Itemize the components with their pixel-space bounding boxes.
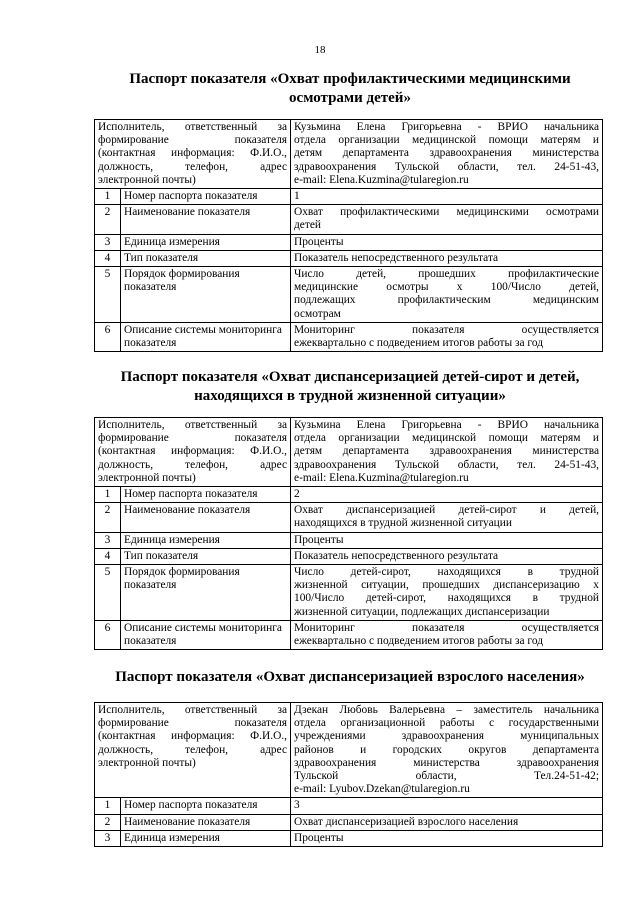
table-row [95,234,603,250]
executor-value [291,120,603,189]
row-number: 4 [95,250,121,266]
table-row [95,548,603,564]
text-line: формирование показателя [98,717,288,730]
text-line: Тульской области, Тел.24-51-42; [294,770,600,783]
row-value [291,532,603,548]
row-value [291,798,603,814]
row-value [291,503,603,532]
table-row [95,830,603,846]
text-line: 100/Число детей-сирот, находящихся в трудной [294,592,600,605]
row-number: 6 [95,620,121,649]
text-line: находящихся в трудной жизненной ситуации [294,517,512,530]
text-line: 2 [294,488,300,501]
table-row [95,798,603,814]
row-value [291,322,603,351]
row-value [291,234,603,250]
row-number: 2 [95,205,121,234]
row-number: 6 [95,322,121,351]
text-line: здравоохранения Тульской области, тел. 24-51-43, [294,458,600,471]
row-label: Номер паспорта показателя [121,798,291,814]
row-number: 3 [95,830,121,846]
page-number: 18 [314,44,326,56]
text-line: Охват профилактическими медицинскими осмотрами [294,206,600,219]
text-line: e-mail: Elena.Kuzmina@tularegion.ru [294,173,469,186]
table-row [95,250,603,266]
row-number: 3 [95,532,121,548]
text-line: осмотрам [294,307,341,320]
row-label: Порядок формирования показателя [121,267,291,323]
row-value [291,487,603,503]
row-label: Описание системы мониторинга показателя [121,322,291,351]
text-line: жизненной ситуации, прошедших диспансеризацию х [294,579,600,592]
executor-label [95,703,291,798]
text-line: подлежащих профилактическим медицинским [294,294,600,307]
text-line: Мониторинг показателя осуществляется [294,323,600,336]
text-line: (контактная информация: Ф.И.О., [98,445,288,458]
executor-row [95,418,603,487]
row-number: 2 [95,503,121,532]
text-line: (контактная информация: Ф.И.О., [98,147,288,160]
text-line: e-mail: Elena.Kuzmina@tularegion.ru [294,471,469,484]
text-line: отдела организационной работы с государственными [294,717,600,730]
row-label: Наименование показателя [121,814,291,830]
row-value [291,620,603,649]
row-label: Номер паспорта показателя [121,189,291,205]
row-label: Единица измерения [121,830,291,846]
row-number: 5 [95,267,121,323]
text-line: Охват диспансеризацией детей-сирот и детей, [294,504,600,517]
executor-value [291,418,603,487]
text-line: 3 [294,799,300,812]
row-label: Единица измерения [121,532,291,548]
text-line: должность, телефон, адрес [98,160,288,173]
row-label: Наименование показателя [121,205,291,234]
text-line: ежеквартально с подведением итогов работы за год [294,337,543,350]
text-line: здравоохранения Тульской области, тел. 24-51-43, [294,160,600,173]
row-label: Описание системы мониторинга показателя [121,620,291,649]
text-line: формирование показателя [98,432,288,445]
text-line: Проценты [294,533,344,546]
row-value [291,205,603,234]
row-label: Единица измерения [121,234,291,250]
row-number: 4 [95,548,121,564]
text-line: районов и городских округов департамента [294,743,600,756]
text-line: Число детей-сирот, находящихся в трудной [294,566,600,579]
table-row [95,322,603,351]
executor-label [95,120,291,189]
executor-row [95,703,603,798]
table-row [95,620,603,649]
row-value [291,565,603,621]
executor-value [291,703,603,798]
row-number: 1 [95,189,121,205]
text-line: жизненной ситуации, подлежащих диспансеризации [294,605,550,618]
table-row [95,814,603,830]
row-label: Номер паспорта показателя [121,487,291,503]
row-value [291,189,603,205]
executor-row [95,120,603,189]
table-row [95,532,603,548]
passport-1-table [94,119,603,352]
passport-3-title: Паспорт показателя «Охват диспансеризацией взрослого населения» [115,669,585,685]
row-number: 1 [95,798,121,814]
text-line: Показатель непосредственного результата [294,251,499,264]
table-row [95,565,603,621]
passport-1-title: Паспорт показателя «Охват профилактическими медицинскими осмотрами детей» [129,71,571,106]
table-row [95,487,603,503]
text-line: детей [294,219,321,232]
text-line: медицинские осмотры х 100/Число детей, [294,281,600,294]
passport-2-title: Паспорт показателя «Охват диспансеризацией детей-сирот и детей, находящихся в трудной жизненной ситуации» [120,369,580,404]
text-line: формирование показателя [98,134,288,147]
text-line: Исполнитель, ответственный за [98,419,288,431]
text-line: электронной почты) [98,471,196,484]
text-line: отдела организации медицинской помощи матерям и [294,432,600,445]
row-label: Порядок формирования показателя [121,565,291,621]
text-line: Охват диспансеризацией взрослого населения [294,815,519,828]
text-line: электронной почты) [98,173,196,186]
row-number: 2 [95,814,121,830]
row-number: 5 [95,565,121,621]
table-row [95,267,603,323]
passport-3-table [94,702,603,847]
row-value [291,548,603,564]
text-line: Исполнитель, ответственный за [98,121,288,133]
row-number: 1 [95,487,121,503]
text-line: e-mail: Lyubov.Dzekan@tularegion.ru [294,783,470,796]
row-value [291,250,603,266]
text-line: Проценты [294,235,344,248]
text-line: Кузьмина Елена Григорьевна - ВРИО начальника [294,121,600,133]
text-line: Число детей, прошедших профилактические [294,268,600,281]
text-line: Проценты [294,831,344,844]
text-line: детям департамента здравоохранения министерства [294,445,600,458]
row-value [291,830,603,846]
text-line: (контактная информация: Ф.И.О., [98,730,288,743]
text-line: Мониторинг показателя осуществляется [294,621,600,634]
row-label: Тип показателя [121,548,291,564]
table-row [95,189,603,205]
text-line: должность, телефон, адрес [98,458,288,471]
text-line: Показатель непосредственного результата [294,549,499,562]
passport-2-table [94,417,603,650]
text-line: 1 [294,190,300,203]
text-line: учреждениями здравоохранения муниципальных [294,730,600,743]
text-line: ежеквартально с подведением итогов работы за год [294,635,543,648]
table-row [95,503,603,532]
text-line: должность, телефон, адрес [98,743,288,756]
row-value [291,814,603,830]
text-line: здравоохранения министерства здравоохранения [294,756,600,769]
row-number: 3 [95,234,121,250]
text-line: Исполнитель, ответственный за [98,704,288,716]
text-line: Кузьмина Елена Григорьевна - ВРИО начальника [294,419,600,431]
row-value [291,267,603,323]
executor-label [95,418,291,487]
text-line: электронной почты) [98,756,196,769]
text-line: детям департамента здравоохранения министерства [294,147,600,160]
row-label: Тип показателя [121,250,291,266]
text-line: Дзекан Любовь Валерьевна – заместитель начальника [294,704,600,716]
text-line: отдела организации медицинской помощи матерям и [294,134,600,147]
table-row [95,205,603,234]
row-label: Наименование показателя [121,503,291,532]
